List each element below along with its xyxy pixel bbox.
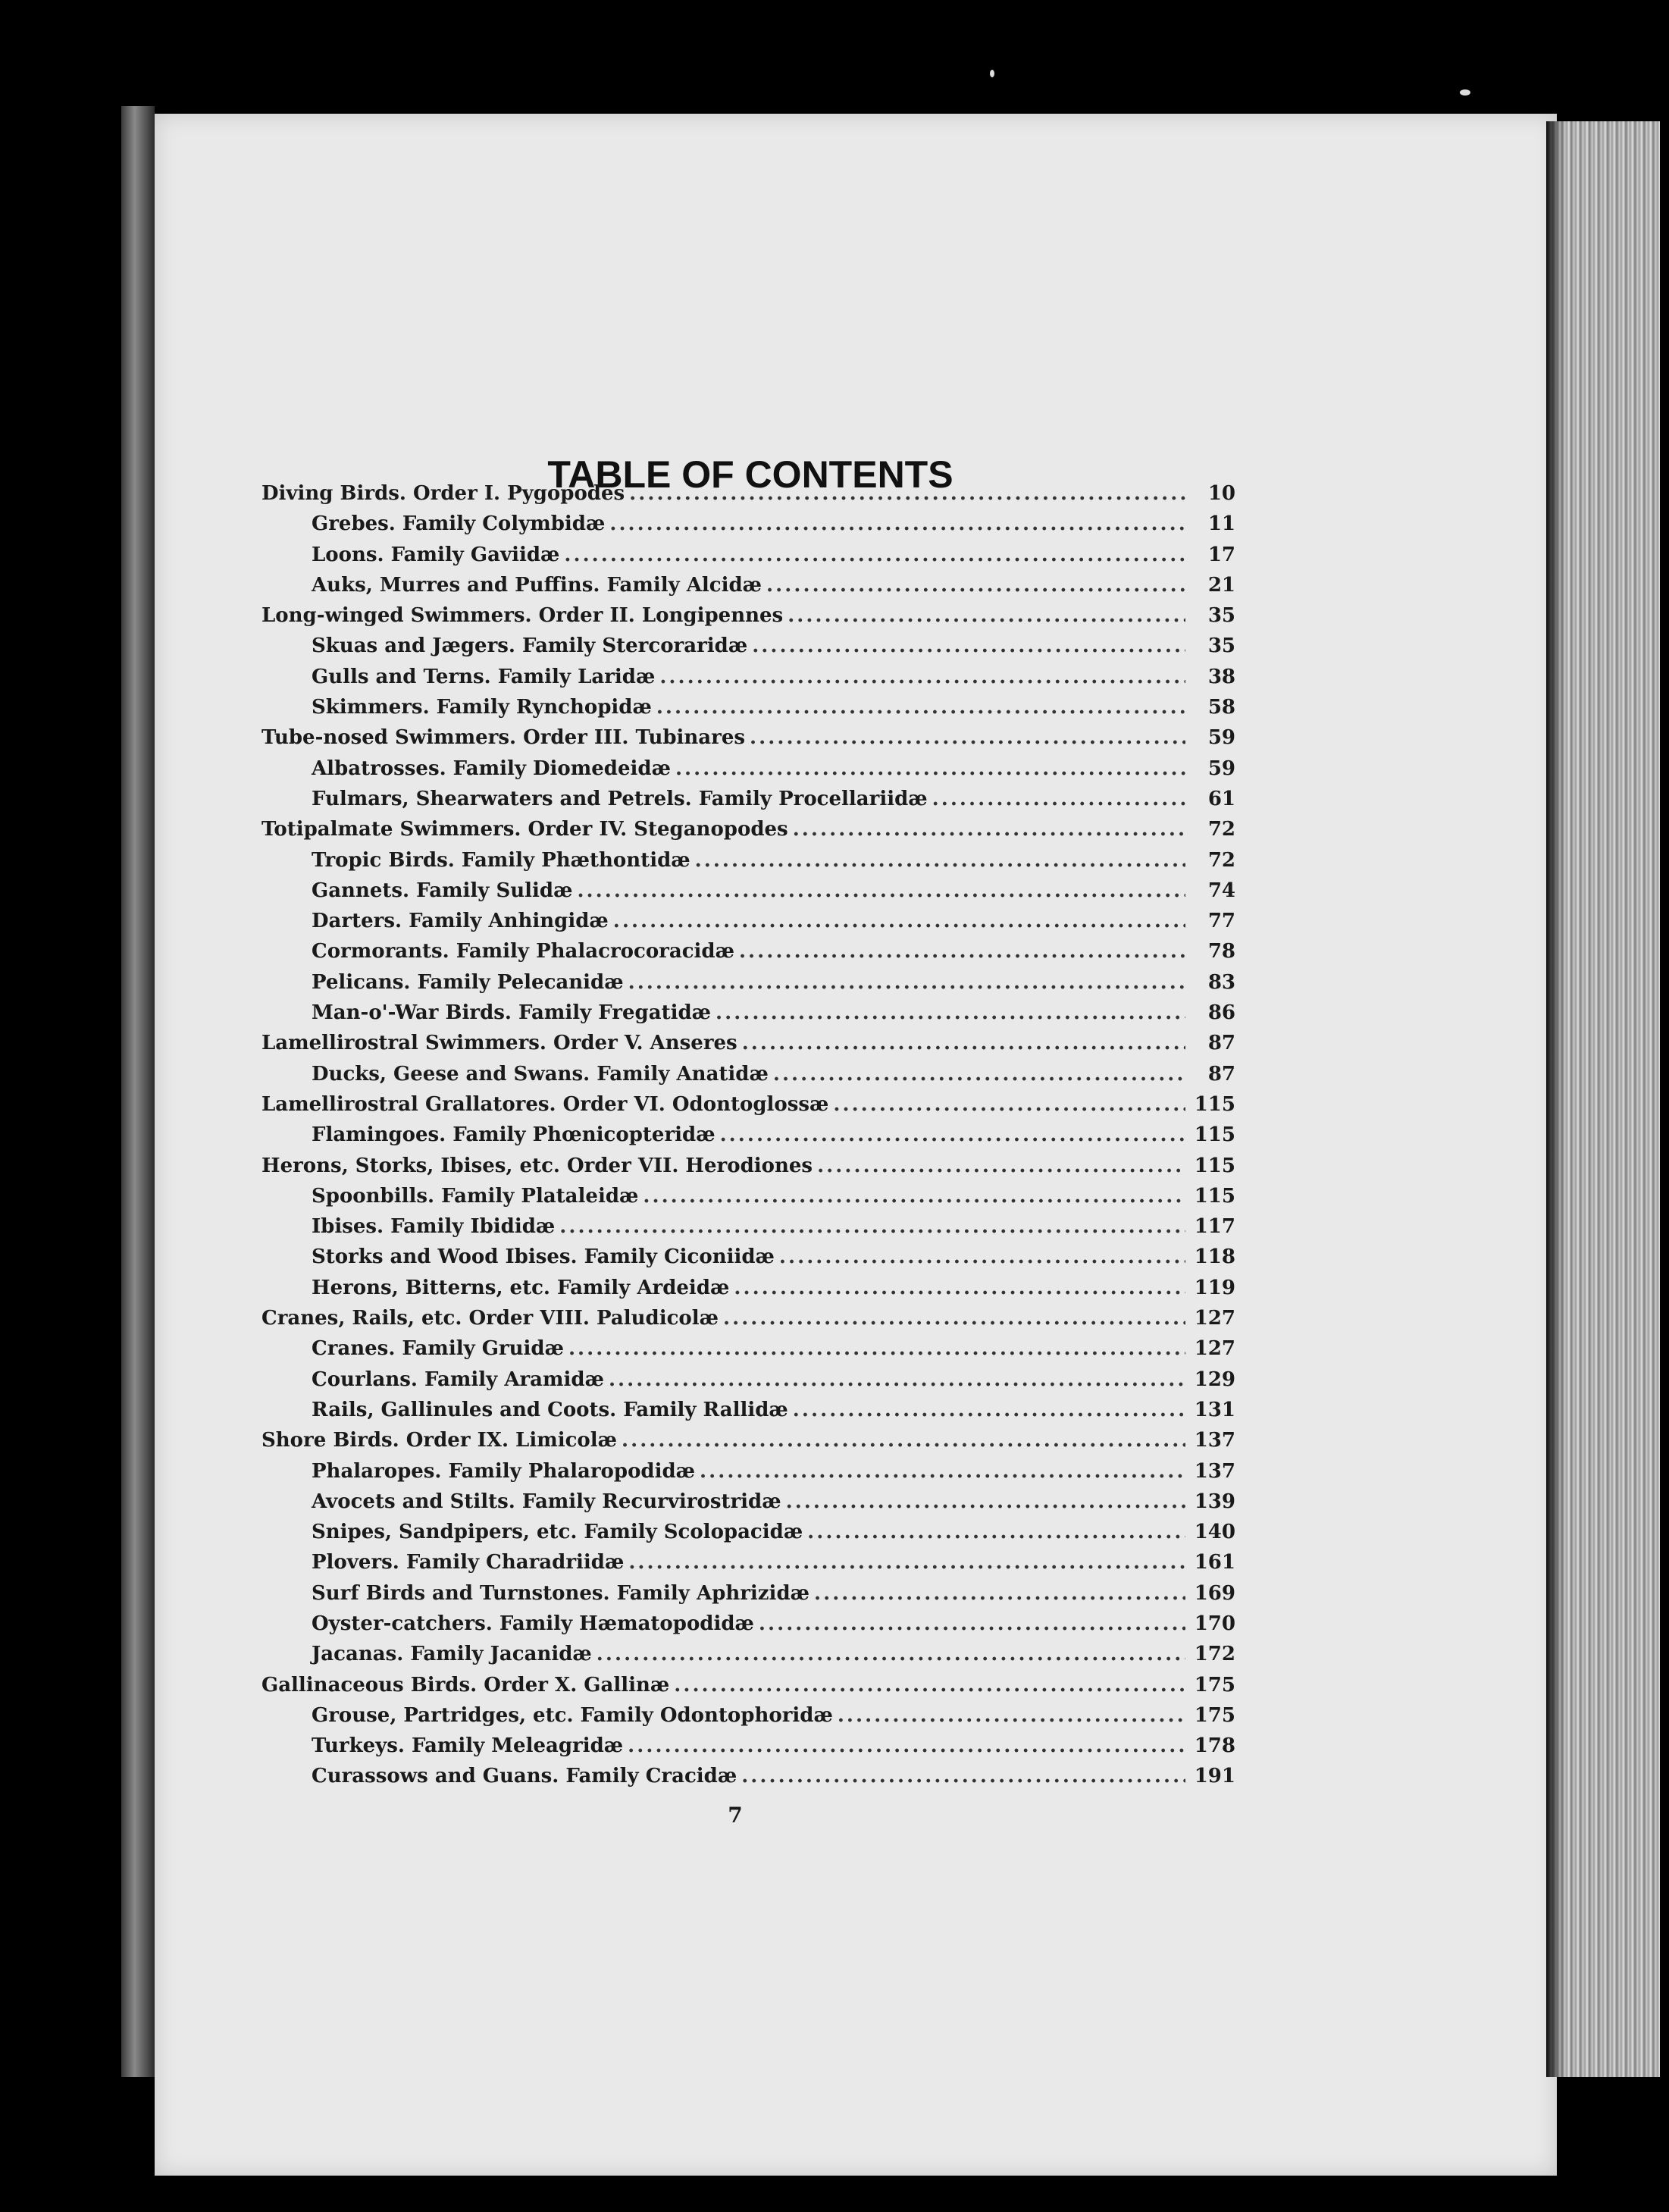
table-of-contents — [261, 482, 1235, 1796]
toc-entry — [261, 1521, 1235, 1551]
toc-entry-title: Turkeys. Family Meleagridæ — [312, 1734, 624, 1758]
toc-entry-title: Grouse, Partridges, etc. Family Odontophoridæ — [312, 1703, 833, 1727]
dot-leader — [700, 1460, 1185, 1483]
toc-entry — [261, 1460, 1235, 1490]
dot-leader — [786, 1490, 1185, 1513]
toc-entry — [261, 910, 1235, 940]
dot-leader — [814, 1582, 1185, 1605]
toc-entry — [261, 1765, 1235, 1795]
toc-entry-title: Cormorants. Family Phalacrocoracidæ — [312, 940, 734, 963]
toc-entry-title: Herons, Bitterns, etc. Family Ardeidæ — [312, 1276, 730, 1299]
toc-entry-title: Flamingoes. Family Phœnicopteridæ — [312, 1123, 716, 1147]
toc-entry-page: 178 — [1194, 1734, 1235, 1758]
toc-entry-page: 38 — [1207, 665, 1235, 688]
toc-entry — [261, 788, 1235, 818]
toc-entry — [261, 512, 1235, 543]
toc-entry — [261, 818, 1235, 848]
toc-entry — [261, 574, 1235, 604]
toc-entry-title: Jacanas. Family Jacanidæ — [312, 1643, 592, 1666]
dot-leader — [659, 666, 1185, 688]
page-edges-shadow — [1546, 121, 1564, 2077]
toc-entry-title: Pelicans. Family Pelecanidæ — [312, 970, 624, 994]
toc-entry — [261, 1123, 1235, 1154]
toc-entry — [261, 849, 1235, 879]
dot-leader — [759, 1612, 1185, 1635]
toc-entry — [261, 666, 1235, 696]
toc-entry-title: Plovers. Family Charadriidæ — [312, 1551, 625, 1574]
toc-entry-title: Storks and Wood Ibises. Family Ciconiidæ — [312, 1245, 775, 1269]
dot-leader — [613, 910, 1185, 932]
toc-entry-title: Gallinaceous Birds. Order X. Gallinæ — [261, 1673, 670, 1697]
dot-leader — [622, 1429, 1185, 1452]
toc-entry-page: 83 — [1207, 970, 1235, 994]
toc-entry — [261, 879, 1235, 910]
toc-entry-page: 78 — [1207, 940, 1235, 963]
toc-entry-page: 117 — [1194, 1215, 1235, 1239]
toc-entry-title: Fulmars, Shearwaters and Petrels. Family Procellariidæ — [312, 787, 928, 810]
toc-entry — [261, 1490, 1235, 1521]
dot-leader — [609, 1368, 1185, 1391]
dot-leader — [628, 1551, 1185, 1574]
dot-leader — [750, 726, 1185, 749]
toc-entry — [261, 1155, 1235, 1185]
toc-entry-title: Phalaropes. Family Phalaropodidæ — [312, 1459, 696, 1483]
toc-entry — [261, 1001, 1235, 1032]
toc-entry-page: 72 — [1207, 818, 1235, 841]
dot-leader — [807, 1521, 1185, 1543]
toc-entry — [261, 1093, 1235, 1123]
dot-leader — [793, 1399, 1185, 1421]
toc-entry-page: 10 — [1207, 482, 1235, 505]
toc-entry — [261, 1277, 1235, 1307]
toc-entry-title: Lamellirostral Grallatores. Order VI. Odontoglossæ — [261, 1092, 829, 1116]
toc-entry-title: Diving Birds. Order I. Pygopodes — [261, 482, 625, 505]
toc-entry — [261, 1185, 1235, 1215]
dot-leader — [597, 1643, 1185, 1665]
toc-entry-page: 61 — [1207, 787, 1235, 810]
toc-entry — [261, 1612, 1235, 1643]
toc-entry-title: Spoonbills. Family Plataleidæ — [312, 1184, 639, 1208]
toc-entry-title: Shore Birds. Order IX. Limicolæ — [261, 1429, 617, 1452]
dot-leader — [643, 1185, 1185, 1208]
toc-entry — [261, 1734, 1235, 1765]
toc-entry-title: Courlans. Family Aramidæ — [312, 1368, 604, 1391]
toc-entry-title: Cranes, Rails, etc. Order VIII. Paludicolæ — [261, 1307, 719, 1330]
toc-entry-title: Skuas and Jægers. Family Stercoraridæ — [312, 634, 748, 658]
toc-entry-page: 137 — [1194, 1459, 1235, 1483]
dot-leader — [716, 1001, 1185, 1024]
toc-entry — [261, 1551, 1235, 1581]
dot-leader — [720, 1123, 1185, 1146]
scan-speck — [1460, 89, 1470, 96]
toc-entry-page: 35 — [1207, 604, 1235, 628]
toc-entry-page: 170 — [1194, 1612, 1235, 1635]
toc-entry — [261, 940, 1235, 970]
toc-entry-title: Ibises. Family Ibididæ — [312, 1215, 556, 1239]
dot-leader — [833, 1093, 1185, 1116]
toc-entry-title: Grebes. Family Colymbidæ — [312, 512, 606, 536]
dot-leader — [773, 1063, 1185, 1086]
toc-entry — [261, 1704, 1235, 1734]
toc-entry-page: 115 — [1194, 1123, 1235, 1147]
toc-entry-page: 119 — [1194, 1276, 1235, 1299]
dot-leader — [741, 1765, 1185, 1787]
toc-entry — [261, 1643, 1235, 1673]
toc-entry — [261, 1337, 1235, 1368]
scan-speck — [990, 70, 994, 77]
dot-leader — [577, 879, 1185, 902]
toc-entry-page: 127 — [1194, 1337, 1235, 1361]
dot-leader — [695, 849, 1185, 872]
dot-leader — [793, 818, 1185, 841]
dot-leader — [564, 544, 1185, 566]
dot-leader — [752, 634, 1185, 657]
toc-entry-page: 17 — [1207, 543, 1235, 566]
toc-entry-page: 140 — [1194, 1521, 1235, 1544]
toc-entry-title: Curassows and Guans. Family Cracidæ — [312, 1765, 737, 1788]
toc-entry-page: 35 — [1207, 634, 1235, 658]
toc-entry-page: 115 — [1194, 1184, 1235, 1208]
toc-entry-page: 59 — [1207, 757, 1235, 780]
toc-entry-page: 77 — [1207, 910, 1235, 933]
toc-entry-page: 137 — [1194, 1429, 1235, 1452]
dot-leader — [742, 1032, 1185, 1054]
toc-entry-title: Totipalmate Swimmers. Order IV. Steganopodes — [261, 818, 788, 841]
toc-entry-title: Loons. Family Gaviidæ — [312, 543, 560, 566]
toc-entry-page: 131 — [1194, 1398, 1235, 1421]
toc-entry-page: 58 — [1207, 696, 1235, 719]
toc-entry — [261, 544, 1235, 574]
toc-entry — [261, 1032, 1235, 1062]
page-number: 7 — [728, 1803, 743, 1828]
toc-entry-page: 161 — [1194, 1551, 1235, 1574]
dot-leader — [675, 757, 1185, 780]
toc-entry-title: Long-winged Swimmers. Order II. Longipennes — [261, 604, 784, 628]
dot-leader — [723, 1307, 1185, 1330]
toc-entry — [261, 1429, 1235, 1459]
toc-entry — [261, 757, 1235, 788]
dot-leader — [629, 482, 1185, 505]
toc-entry-page: 115 — [1194, 1154, 1235, 1177]
dot-leader — [838, 1704, 1185, 1727]
dot-leader — [628, 971, 1185, 994]
toc-entry-title: Oyster-catchers. Family Hæmatopodidæ — [312, 1612, 754, 1635]
toc-entry — [261, 1368, 1235, 1399]
dot-leader — [779, 1245, 1185, 1268]
toc-entry — [261, 1215, 1235, 1245]
toc-entry — [261, 1582, 1235, 1612]
toc-entry-page: 74 — [1207, 879, 1235, 902]
toc-entry-title: Avocets and Stilts. Family Recurvirostridæ — [312, 1490, 781, 1513]
toc-entry — [261, 1063, 1235, 1093]
toc-entry-title: Gannets. Family Sulidæ — [312, 879, 573, 902]
toc-entry-title: Snipes, Sandpipers, etc. Family Scolopacidæ — [312, 1521, 803, 1544]
toc-entry-page: 175 — [1194, 1703, 1235, 1727]
toc-entry-page: 175 — [1194, 1673, 1235, 1697]
dot-leader — [932, 788, 1185, 810]
toc-entry-title: Albatrosses. Family Diomedeidæ — [312, 757, 671, 780]
dot-leader — [739, 940, 1185, 963]
page-title: TABLE OF CONTENTS — [547, 453, 953, 496]
toc-entry-title: Ducks, Geese and Swans. Family Anatidæ — [312, 1062, 769, 1086]
dot-leader — [568, 1337, 1185, 1360]
book-binding — [121, 106, 155, 2077]
dot-leader — [628, 1734, 1185, 1757]
toc-entry-page: 87 — [1207, 1032, 1235, 1055]
dot-leader — [788, 604, 1185, 627]
toc-entry — [261, 971, 1235, 1001]
toc-entry-title: Man-o'-War Birds. Family Fregatidæ — [312, 1001, 711, 1025]
toc-entry-page: 11 — [1207, 512, 1235, 536]
dot-leader — [734, 1277, 1185, 1299]
toc-entry — [261, 696, 1235, 726]
toc-entry — [261, 1245, 1235, 1276]
toc-entry-title: Cranes. Family Gruidæ — [312, 1337, 564, 1361]
dot-leader — [817, 1155, 1185, 1177]
toc-entry-title: Gulls and Terns. Family Laridæ — [312, 665, 656, 688]
dot-leader — [609, 512, 1185, 535]
toc-entry-page: 115 — [1194, 1092, 1235, 1116]
toc-entry-title: Herons, Storks, Ibises, etc. Order VII. Herodiones — [261, 1154, 813, 1177]
toc-entry — [261, 482, 1235, 512]
toc-entry-page: 191 — [1194, 1765, 1235, 1788]
dot-leader — [559, 1215, 1185, 1238]
toc-entry — [261, 634, 1235, 665]
toc-entry-page: 169 — [1194, 1581, 1235, 1605]
toc-entry — [261, 1399, 1235, 1429]
toc-entry-title: Skimmers. Family Rynchopidæ — [312, 696, 652, 719]
toc-entry — [261, 604, 1235, 634]
toc-entry-title: Auks, Murres and Puffins. Family Alcidæ — [312, 573, 762, 597]
toc-entry-page: 118 — [1194, 1245, 1235, 1269]
toc-entry — [261, 1307, 1235, 1337]
toc-entry-title: Tropic Birds. Family Phæthontidæ — [312, 848, 690, 872]
toc-entry-title: Lamellirostral Swimmers. Order V. Anseres — [261, 1032, 737, 1055]
toc-entry-page: 72 — [1207, 848, 1235, 872]
toc-entry-page: 172 — [1194, 1643, 1235, 1666]
dot-leader — [674, 1674, 1185, 1697]
toc-entry-page: 86 — [1207, 1001, 1235, 1025]
dot-leader — [766, 574, 1185, 597]
toc-entry — [261, 726, 1235, 757]
dot-leader — [656, 696, 1185, 719]
toc-entry-page: 87 — [1207, 1062, 1235, 1086]
toc-entry-title: Rails, Gallinules and Coots. Family Rallidæ — [312, 1398, 788, 1421]
toc-entry-page: 129 — [1194, 1368, 1235, 1391]
toc-entry-page: 59 — [1207, 726, 1235, 750]
toc-entry-page: 139 — [1194, 1490, 1235, 1513]
toc-entry-page: 127 — [1194, 1307, 1235, 1330]
toc-entry-title: Darters. Family Anhingidæ — [312, 910, 609, 933]
toc-entry-title: Tube-nosed Swimmers. Order III. Tubinares — [261, 726, 746, 750]
toc-entry-title: Surf Birds and Turnstones. Family Aphrizidæ — [312, 1581, 809, 1605]
toc-entry-page: 21 — [1207, 573, 1235, 597]
toc-entry — [261, 1674, 1235, 1704]
